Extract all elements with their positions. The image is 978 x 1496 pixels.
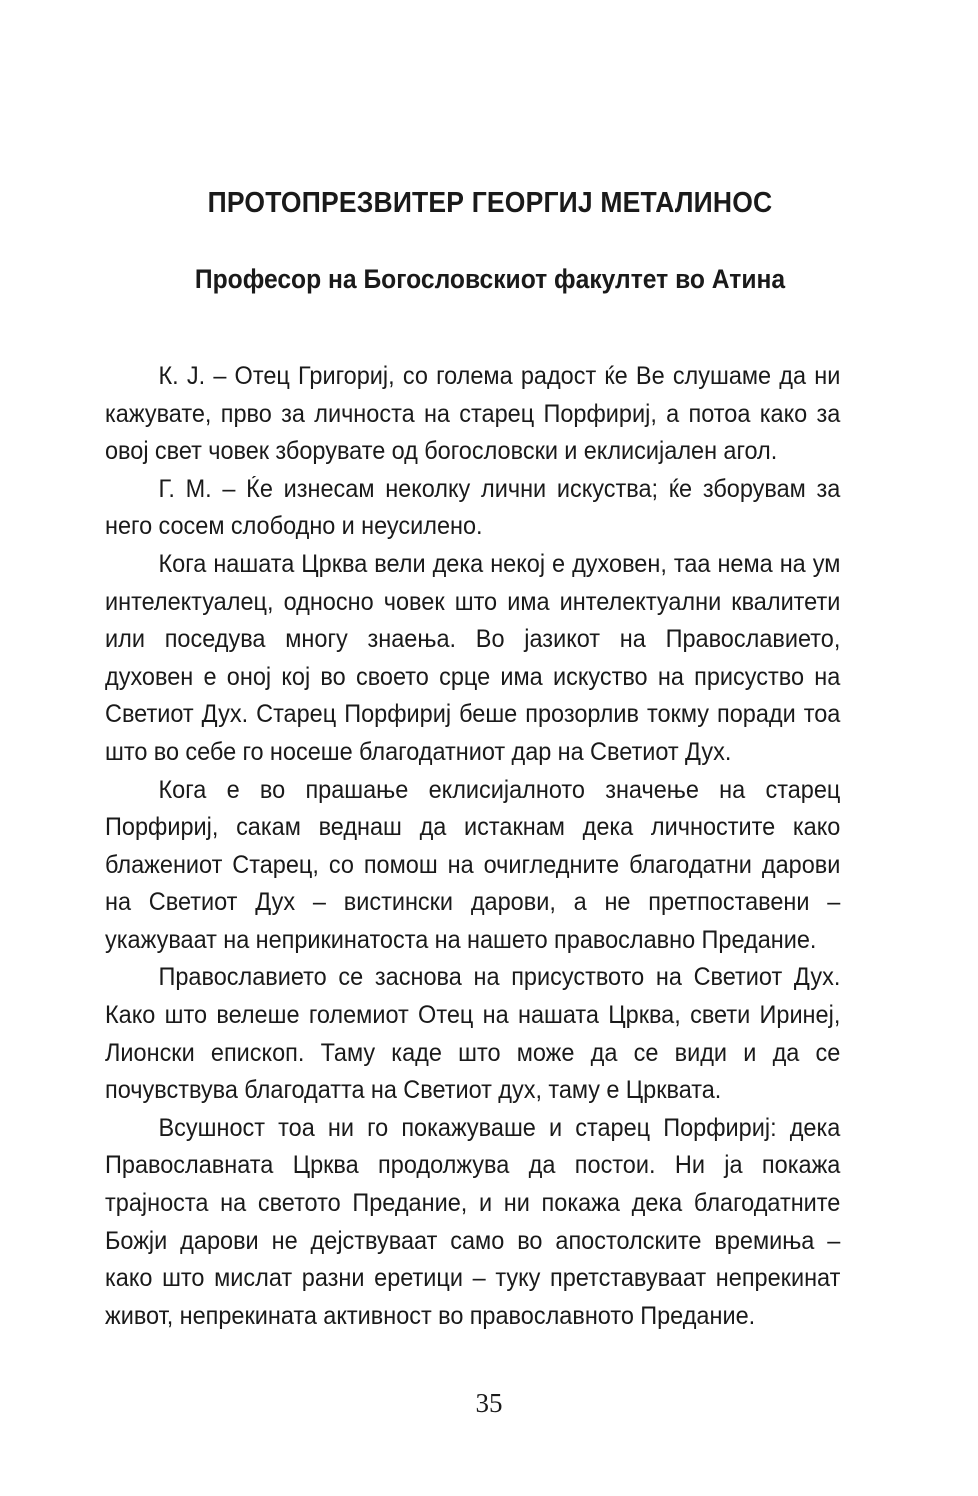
paragraph: К. Ј. – Отец Григориј, со голема радост ќе Ве слушаме да ни кажувате, прво за личноста на старец Порфириј, а потоа како за овој свет човек зборувате од богословски и еклисијален агол. [105,362,841,466]
paragraph: Кога нашата Црква вели дека некој е духовен, таа нема на ум интелектуалец, односно човек што има интелектуални квалитети или поседува многу знаења. Во јазикот на Православието, духовен е оној кој во своето срце има искуство на присуство на Светиот Дух. Старец Порфириј беше прозорлив токму поради тоа што во себе го носеше благодатниот дар на Светиот Дух. [105,550,841,766]
page-content [105,0,875,1335]
paragraph: Всушност тоа ни го покажуваше и старец Порфириј: дека Православната Црква продолжува да постои. Ни ја покажа трајноста на светото Предание, и ни покажа дека благодатните Божји дарови не дејствуваат само во апостолските времиња – како што мислат разни еретици – туку претставуваат непрекинат живот, непрекината активност во православното Предание. [105,1114,841,1330]
page-number: 35 [475,1388,503,1418]
page-subtitle: Професор на Богословскиот факултет во Атина [194,264,786,295]
paragraph: Православието се заснова на присуството на Светиот Дух. Како што велеше големиот Отец на нашата Црква, свети Иринеј, Лионски епископ. Таму каде што може да се види и да се почувствува благодатта на Светиот дух, таму е Црквата. [105,964,841,1105]
page-title: ПРОТОПРЕЗВИТЕР ГЕОРГИЈ МЕТАЛИНОС [207,187,773,219]
paragraph: Кога е во прашање еклисијалното значење на старец Порфириј, сакам веднаш да истакнам дека личностите како блажениот Старец, со помош на очигледните благодатни дарови на Светиот Дух – вистински дарови, а не претпоставени – укажуваат на неприкинатоста на нашето православно Предание. [105,776,841,954]
paragraph: Г. М. – Ќе изнесам неколку лични искуства; ќе зборувам за него сосем слободно и неусилено. [105,475,841,541]
body-text [105,358,875,1335]
